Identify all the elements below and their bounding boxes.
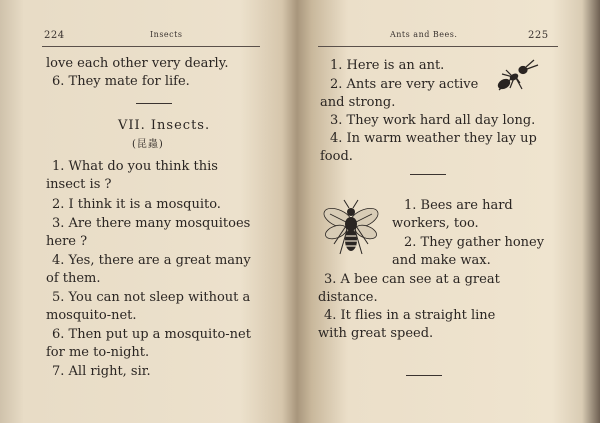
section-subtitle: (昆蟲) xyxy=(132,139,164,150)
section-separator xyxy=(410,174,446,175)
text-line: 1. Bees are hard xyxy=(404,198,513,213)
text-line: 3. Are there many mosquitoes xyxy=(52,216,251,231)
text-line: love each other very dearly. xyxy=(46,56,229,71)
page-number-left: 224 xyxy=(44,30,65,41)
page-number-right: 225 xyxy=(528,30,549,41)
text-line: distance. xyxy=(318,290,378,305)
text-line: 4. It flies in a straight line xyxy=(324,308,496,323)
section-title: VII. Insects. xyxy=(118,118,211,133)
text-line: and make wax. xyxy=(392,253,491,268)
text-line: 5. You can not sleep without a xyxy=(52,290,251,305)
text-line: 1. What do you think this xyxy=(52,159,218,174)
text-line: of them. xyxy=(46,271,101,286)
text-line: 4. In warm weather they lay up xyxy=(330,131,537,146)
text-line: and strong. xyxy=(320,95,396,110)
text-line: 2. They gather honey xyxy=(404,235,545,250)
text-line: 6. They mate for life. xyxy=(52,74,190,89)
text-line: mosquito-net. xyxy=(46,308,137,323)
text-line: insect is ? xyxy=(46,177,112,192)
text-line: 3. A bee can see at a great xyxy=(324,272,500,287)
text-line: workers, too. xyxy=(392,216,479,231)
bee-icon xyxy=(320,198,382,260)
header-rule-right xyxy=(318,46,558,47)
text-line: 7. All right, sir. xyxy=(52,364,151,379)
text-line: with great speed. xyxy=(318,326,434,341)
ant-icon xyxy=(496,58,540,92)
running-head-left: Insects xyxy=(150,30,183,39)
section-separator xyxy=(136,103,172,104)
left-page xyxy=(0,0,292,423)
text-line: 2. I think it is a mosquito. xyxy=(52,197,221,212)
text-line: 6. Then put up a mosquito-net xyxy=(52,327,251,342)
section-separator xyxy=(406,375,442,376)
text-line: food. xyxy=(320,149,353,164)
text-line: 4. Yes, there are a great many xyxy=(52,253,251,268)
text-line: for me to-night. xyxy=(46,345,150,360)
right-page xyxy=(300,0,600,423)
text-line: 3. They work hard all day long. xyxy=(330,113,536,128)
text-line: 2. Ants are very active xyxy=(330,77,479,92)
text-line: here ? xyxy=(46,234,88,249)
header-rule-left xyxy=(42,46,260,47)
text-line: 1. Here is an ant. xyxy=(330,58,445,73)
running-head-right: Ants and Bees. xyxy=(390,30,458,39)
